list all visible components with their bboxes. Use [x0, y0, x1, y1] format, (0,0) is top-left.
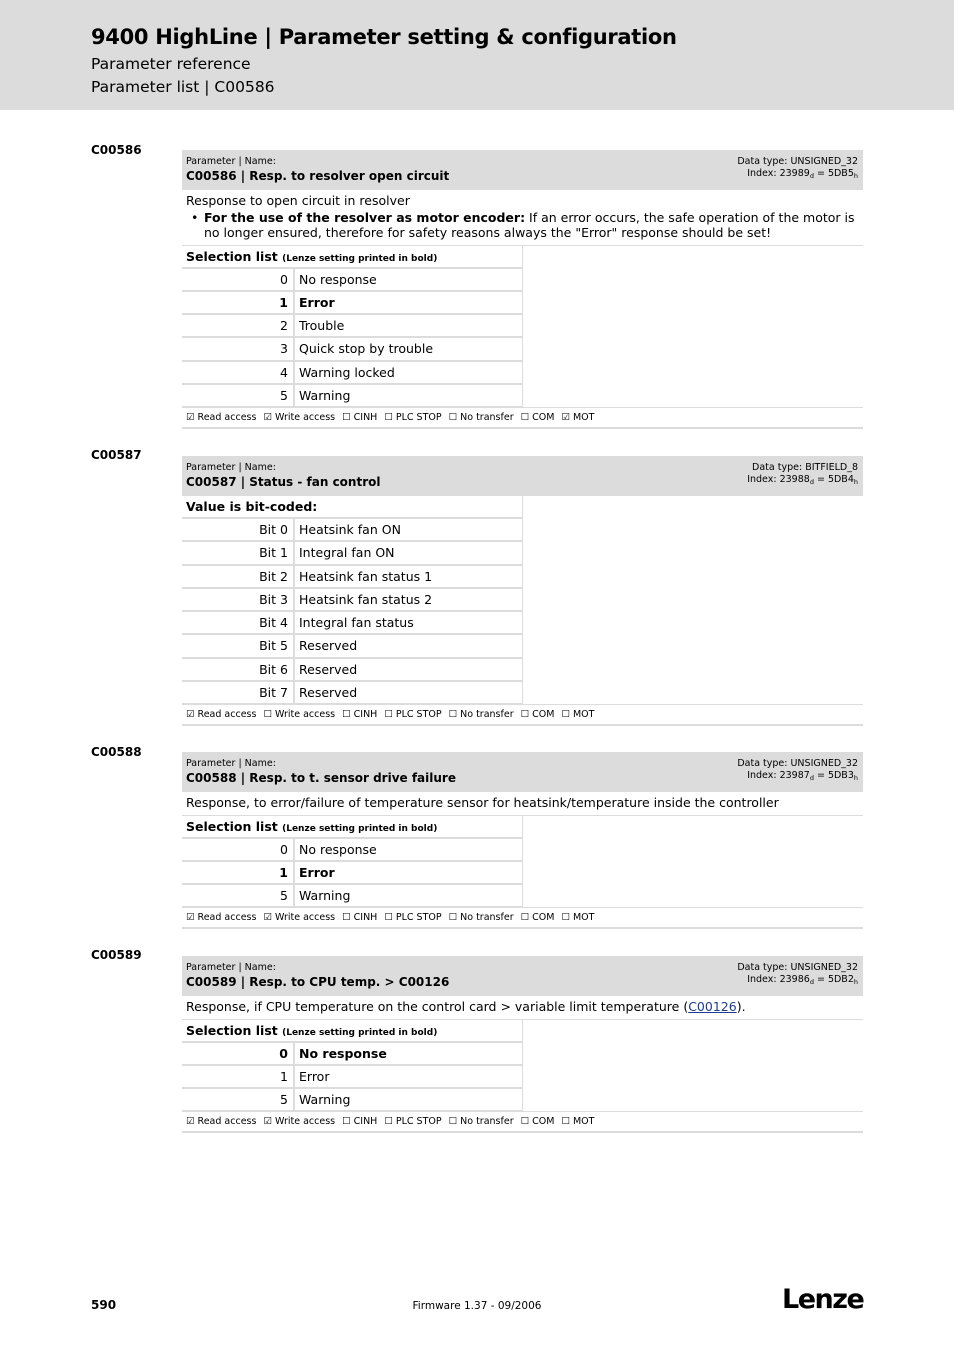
param-header: [182, 752, 863, 792]
param-block-c00586: [182, 150, 863, 429]
bit-list: [182, 496, 863, 705]
param-index: Index: $23987_d = 5DB3_h$: [747, 770, 858, 782]
list-row-default: 1 Error: [182, 292, 522, 315]
list-row: Bit 4 Integral fan status: [182, 612, 522, 635]
param-index: Index: $23986_d = 5DB2_h$: [747, 974, 858, 986]
document-title: 9400 HighLine | Parameter setting & configuration: [91, 25, 677, 49]
list-row-default: 0 No response: [182, 1043, 522, 1066]
lenze-logo: Lenze: [782, 1284, 864, 1315]
data-type: Data type: BITFIELD_8: [752, 462, 858, 473]
access-flags: ☑ Read access ☑ Write access ☐ CINH ☐ PLC STOP ☐ No transfer ☐ COM ☐ MOT: [182, 1112, 863, 1133]
param-header: [182, 150, 863, 190]
param-id-c00586: C00586: [91, 143, 142, 157]
param-description: Response to open circuit in resolver • For the use of the resolver as motor encoder: If an error occurs, the safe operation of the motor is no longer ensured, therefore for safety reasons always the "Error" response should be set!: [182, 190, 863, 246]
page-header: [0, 0, 954, 110]
list-row-default: 1 Error: [182, 862, 522, 885]
data-type: Data type: UNSIGNED_32: [737, 156, 858, 167]
access-flags: ☑ Read access ☐ Write access ☐ CINH ☐ PLC STOP ☐ No transfer ☐ COM ☐ MOT: [182, 705, 863, 726]
param-name: C00589 | Resp. to CPU temp. > C00126: [186, 975, 450, 989]
selection-list-header: Selection list (Lenze setting printed in bold): [182, 1020, 522, 1043]
access-flags: ☑ Read access ☑ Write access ☐ CINH ☐ PLC STOP ☐ No transfer ☐ COM ☐ MOT: [182, 908, 863, 929]
param-block-c00589: [182, 956, 863, 1133]
param-label: Parameter | Name:: [186, 962, 276, 973]
param-index: Index: $23989_d = 5DB5_h$: [747, 168, 858, 180]
subsection-title: Parameter list | C00586: [91, 78, 275, 96]
list-row: 5 Warning: [182, 885, 522, 908]
param-label: Parameter | Name:: [186, 462, 276, 473]
param-name: C00587 | Status - fan control: [186, 475, 381, 489]
param-label: Parameter | Name:: [186, 156, 276, 167]
list-row: Bit 0 Heatsink fan ON: [182, 519, 522, 542]
list-row: 3 Quick stop by trouble: [182, 338, 522, 361]
list-row: 0 No response: [182, 839, 522, 862]
data-type: Data type: UNSIGNED_32: [737, 962, 858, 973]
c00126-link[interactable]: C00126: [688, 999, 737, 1014]
param-label: Parameter | Name:: [186, 758, 276, 769]
list-row: 2 Trouble: [182, 315, 522, 338]
list-row: Bit 6 Reserved: [182, 659, 522, 682]
bullet-list: [186, 210, 859, 241]
param-id-c00587: C00587: [91, 448, 142, 462]
param-index: Index: $23988_d = 5DB4_h$: [747, 474, 858, 486]
selection-list: [182, 816, 863, 909]
param-name: C00588 | Resp. to t. sensor drive failure: [186, 771, 456, 785]
list-row: Bit 1 Integral fan ON: [182, 542, 522, 565]
param-name: C00586 | Resp. to resolver open circuit: [186, 169, 450, 183]
access-flags: ☑ Read access ☑ Write access ☐ CINH ☐ PLC STOP ☐ No transfer ☐ COM ☑ MOT: [182, 408, 863, 429]
list-row: 5 Warning: [182, 1089, 522, 1112]
list-row: Bit 7 Reserved: [182, 682, 522, 705]
page-number: 590: [91, 1298, 117, 1312]
list-row: Bit 3 Heatsink fan status 2: [182, 589, 522, 612]
param-header: [182, 956, 863, 996]
data-type: Data type: UNSIGNED_32: [737, 758, 858, 769]
selection-list: [182, 1020, 863, 1113]
list-row: 0 No response: [182, 269, 522, 292]
param-id-c00588: C00588: [91, 745, 142, 759]
param-header: [182, 456, 863, 496]
list-row: 4 Warning locked: [182, 362, 522, 385]
bit-list-header: Value is bit-coded:: [182, 496, 522, 519]
selection-list-header: Selection list (Lenze setting printed in bold): [182, 816, 522, 839]
param-block-c00587: [182, 456, 863, 726]
list-row: 5 Warning: [182, 385, 522, 408]
list-row: 1 Error: [182, 1066, 522, 1089]
param-block-c00588: [182, 752, 863, 929]
firmware-version: Firmware 1.37 - 09/2006: [412, 1300, 542, 1312]
list-row: Bit 5 Reserved: [182, 635, 522, 658]
param-description: Response, if CPU temperature on the control card > variable limit temperature (C00126).: [182, 996, 863, 1020]
selection-list: [182, 246, 863, 409]
param-id-c00589: C00589: [91, 948, 142, 962]
param-description: Response, to error/failure of temperature sensor for heatsink/temperature inside the controller: [182, 792, 863, 816]
selection-list-header: Selection list (Lenze setting printed in bold): [182, 246, 522, 269]
section-title: Parameter reference: [91, 55, 251, 73]
bullet-item: • For the use of the resolver as motor encoder: If an error occurs, the safe operation of the motor is no longer ensured, therefore for safety reasons always the "Error" response should be set!: [186, 210, 859, 241]
list-row: Bit 2 Heatsink fan status 1: [182, 566, 522, 589]
